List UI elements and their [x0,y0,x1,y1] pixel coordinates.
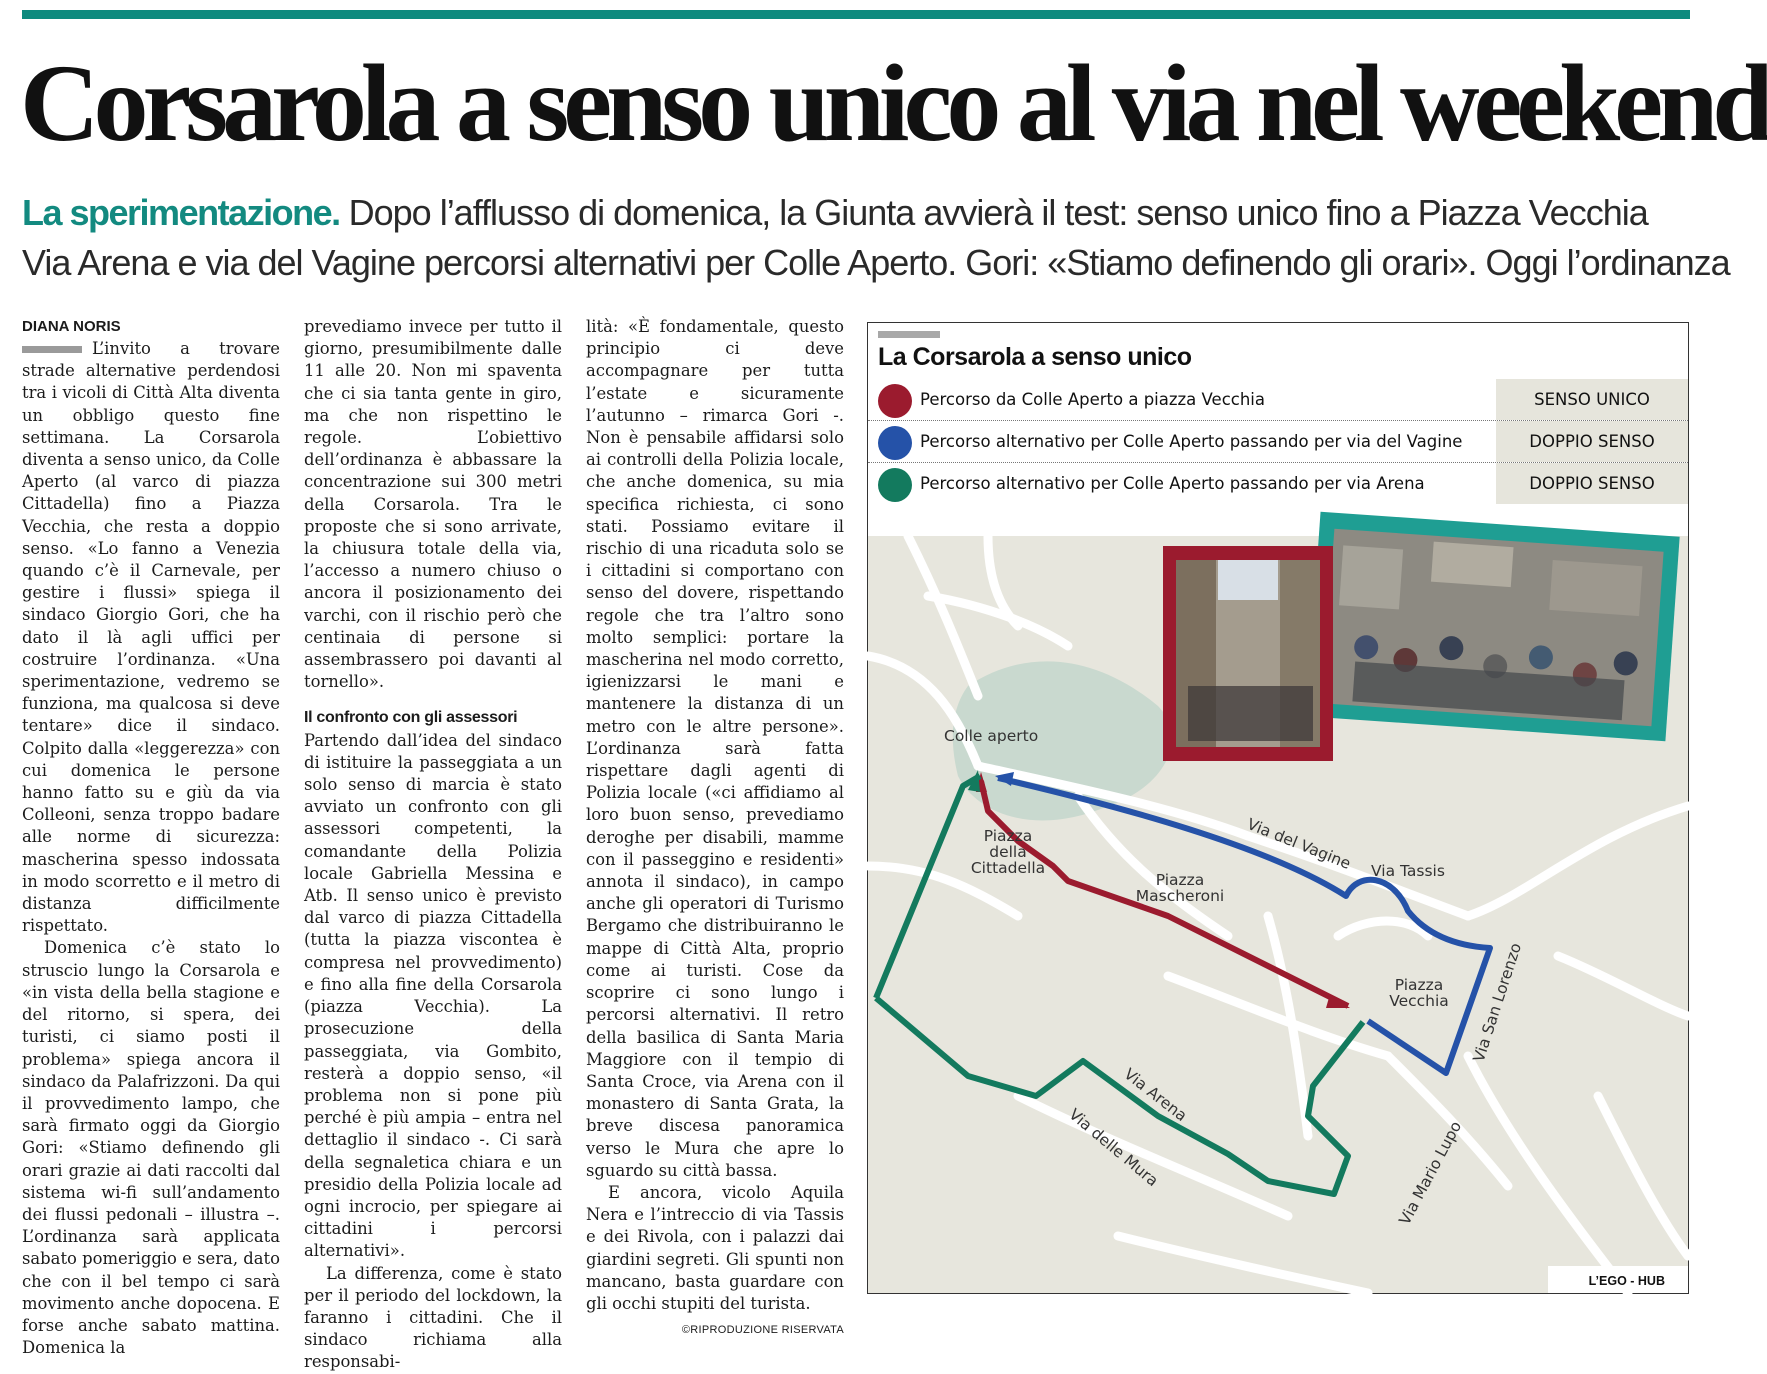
legend-badge: DOPPIO SENSO [1496,421,1688,462]
subhead-text-1: Dopo l’afflusso di domenica, la Giunta avvierà il test: senso unico fino a Piazza Vecchia [348,192,1648,233]
article-paragraph: prevediamo invece per tutto il giorno, presumibilmente dalle 11 alle 20. Non mi spaventa che ci sia tanta gente in giro, ma che non rispettino le regole. L’obiettivo dell’ordinanza è abbassare la concentrazione sui 300 metri della Corsarola. Tra le proposte che si sono arrivate, la chiusura totale della via, l’accesso a numero chiuso o ancora il posizionamento dei varchi, con il rischio però che centinaia di persone si assembrassero poi davanti al tornello». [304,317,562,692]
lead-bar [22,346,82,353]
legend-badge: SENSO UNICO [1496,379,1688,420]
article-column-2 [304,316,562,1374]
article-paragraph: La differenza, come è stato per il periodo del lockdown, la faranno i cittadini. Che il sindaco richiama alla responsabi- [304,1263,562,1372]
headline: Corsarola a senso unico al via nel weekend [20,42,1767,164]
article-paragraph: E ancora, vicolo Aquila Nera e l’intreccio di via Tassis e dei Rivola, con i palazzi dai giardini segreti. Gli spunti non mancano, basta guardare con gli occhi stupiti del turista. [586,1182,844,1313]
label-via-arena: Via Arena [1120,1064,1191,1126]
article-paragraph: Domenica c’è stato lo struscio lungo la Corsarola e «in vista della bella stagione e del ritorno, si spera, dei turisti, ci siamo posti il problema» spiega ancora il sindaco da Palafrizzoni. Da qui il provvedimento lampo, che sarà firmato oggi da Giorgio Gori: «Stiamo definendo gli orari grazie ai dati raccolti dal sistema wi-fi sull’andamento dei flussi pedonali – illustra –. L’ordinanza sarà applicata sabato pomeriggio e sera, dato che con il bel tempo ci sarà movimento anche dopocena. E forse anche sabato mattina. Domenica la [22,938,280,1358]
article-column-1 [22,316,280,1359]
label-via-mario-lupo: Via Mario Lupo [1395,1118,1466,1228]
infographic [867,322,1689,1294]
label-via-tassis: Via Tassis [1371,862,1445,880]
green-route-dot-icon [878,468,912,502]
legend-row-red [868,379,1688,421]
label-piazza-cittadella-2: della [989,843,1027,861]
route-map-svg [868,536,1688,1293]
legend-row-blue [868,421,1688,463]
article-paragraph [22,338,280,937]
legend-badge: DOPPIO SENSO [1496,463,1688,504]
label-piazza-cittadella-1: Piazza [983,827,1033,845]
infographic-tag-bar [878,331,940,338]
article-paragraph-text: L’invito a trovare strade alternative perdendosi tra i vicoli di Città Alta diventa un obbligo questo fine settimana. La Corsarola diventa a senso unico, da Colle Aperto (al varco di piazza Cittadella) fino a Piazza Vecchia, che resta a doppio senso. «Lo fanno a Venezia quando c’è il Carnevale, per gestire i flussi» spiega il sindaco Giorgio Gori, che ha dato il là agli uffici per costruire l’ordinanza. «Una sperimentazione, vedremo se funziona, ma qualcosa si deve tentare» dice il sindaco. Colpito dalla «leggerezza» con cui domenica le persone hanno fatto su e giù da via Colleoni, senza troppo badare alle norme di sicurezza: mascherina spesso indossata in modo scorretto e il metro di distanza difficilmente rispettato. [22,339,280,936]
graphic-credit: L’EGO - HUB [1588,1274,1665,1288]
subhead [22,188,1730,288]
label-piazza-vecchia-1: Piazza [1394,976,1444,994]
route-map [868,536,1688,1293]
label-piazza-mascheroni-2: Mascheroni [1135,887,1225,905]
legend-label: Percorso da Colle Aperto a piazza Vecchia [920,390,1265,409]
label-piazza-mascheroni-1: Piazza [1155,871,1205,889]
infographic-title: La Corsarola a senso unico [878,343,1192,371]
legend-label: Percorso alternativo per Colle Aperto passando per via del Vagine [920,432,1463,451]
byline: DIANA NORIS [22,318,121,335]
top-rule [22,10,1690,19]
label-piazza-vecchia-2: Vecchia [1389,992,1449,1010]
label-piazza-cittadella-3: Cittadella [970,859,1046,877]
label-via-delle-mura: Via delle Mura [1065,1105,1162,1191]
subhead-line-2: Via Arena e via del Vagine percorsi alternativi per Colle Aperto. Gori: «Stiamo definendo gli orari». Oggi l’ordinanza [22,242,1730,283]
subhead-kicker: La sperimentazione. [22,192,340,233]
section-title: Il confronto con gli assessori [304,709,518,727]
blue-route-dot-icon [878,426,912,460]
legend-row-green [868,463,1688,505]
copyright-note: ©RIPRODUZIONE RISERVATA [681,1324,844,1337]
legend-label: Percorso alternativo per Colle Aperto passando per via Arena [920,474,1425,493]
article-paragraph: lità: «È fondamentale, questo principio ci deve accompagnare per tutta l’estate e sicuramente l’autunno – rimarca Gori -. Non è pensabile affidarsi solo ai controlli della Polizia locale, che anche domenica, su mia specifica richiesta, ci sono stati. Possiamo evitare il rischio di una ricaduta solo se i cittadini si comportano con senso del dovere, rispettando regole che tra l’altro sono molto semplici: portare la mascherina nel modo corretto, igienizzarsi le mani e mantenere la distanza di un metro con le altre persone». L’ordinanza sarà fatta rispettare dagli agenti di Polizia locale («ci affidiamo al loro buon senso, prevediamo deroghe per disabili, mamme con il passeggino e residenti» annota il sindaco), in campo anche gli operatori di Turismo Bergamo che distribuiranno le mappe di Città Alta, proprio come ai turisti. Cose da scoprire ci sono lungo i percorsi alternativi. Il retro della basilica di Santa Maria Maggiore con il tempio di Santa Croce, via Arena con il monastero di Santa Grata, la breve discesa panoramica verso le Mura che apre lo sguardo su città bassa. [586,317,844,1180]
label-via-san-lorenzo: Via San Lorenzo [1469,940,1526,1065]
red-route-arrow-icon [1326,994,1350,1008]
red-route-dot-icon [878,384,912,418]
subhead-line-1 [22,188,1692,238]
article-column-3 [586,316,844,1341]
article-paragraph: Partendo dall’idea del sindaco di istituire la passeggiata a un solo senso di marcia è stato avviato un confronto con gli assessori competenti, la comandante della Polizia locale Gabriella Messina e Atb. Il senso unico è previsto dal varco di piazza Cittadella (tutta la piazza viscontea è compresa nel provvedimento) e fino alla fine della Corsarola (piazza Vecchia). La prosecuzione della passeggiata, via Gombito, resterà a doppio senso, «il problema non si pone più perché è più ampia – entra nel dettaglio il sindaco -. Ci sarà della segnaletica chiara e un presidio della Polizia locale ad ogni incrocio, per spiegare ai cittadini i percorsi alternativi». [304,730,562,1261]
label-via-del-vagine: Via del Vagine [1244,815,1354,873]
label-colle-aperto: Colle aperto [944,727,1039,745]
photo-collage [1163,512,1680,761]
